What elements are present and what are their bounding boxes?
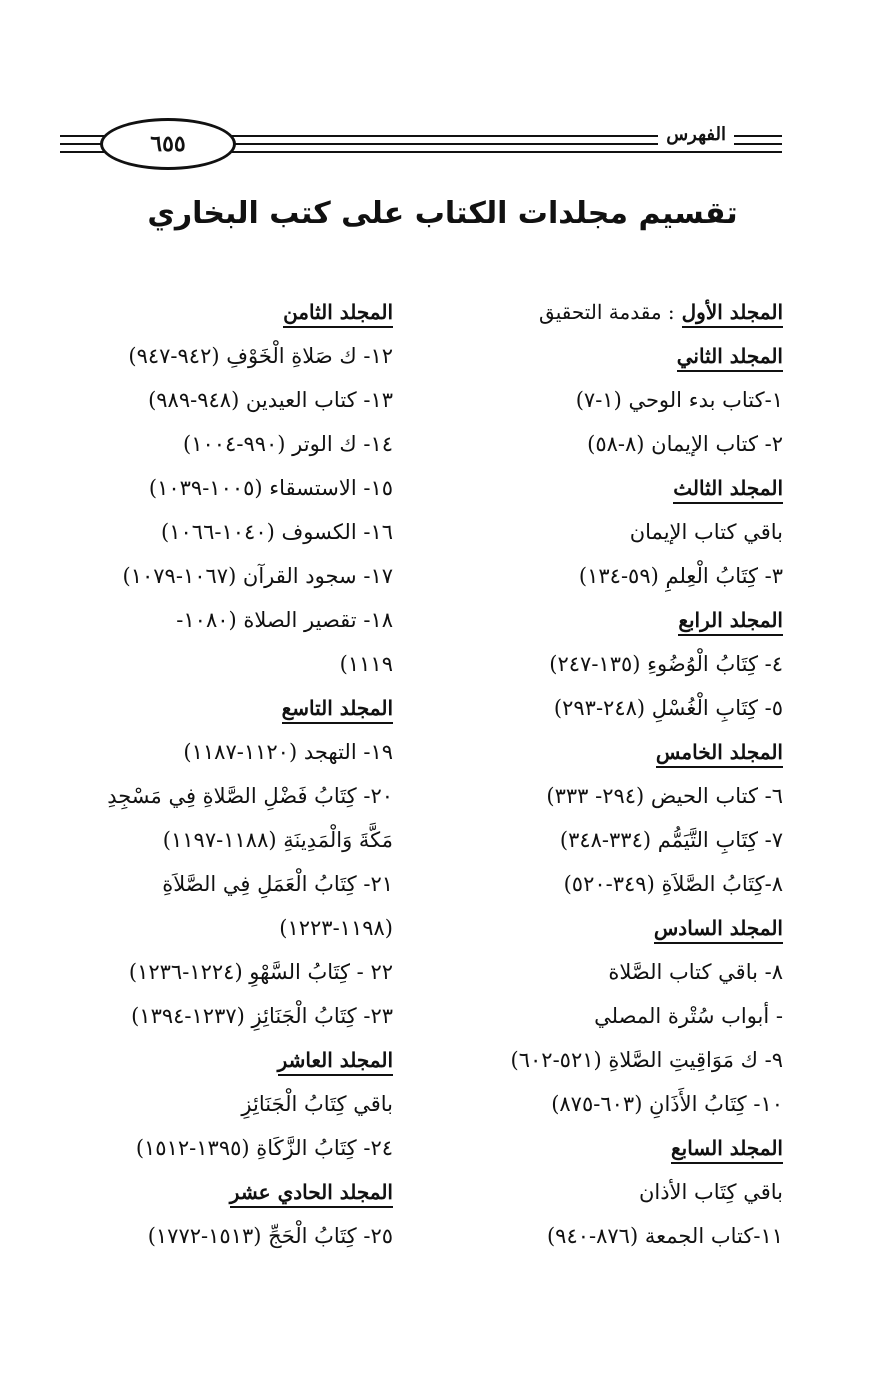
book-entry: ١٤- ك الوتر (٩٩٠-١٠٠٤) [183,432,393,456]
page-header [60,118,782,164]
book-entry: ١٨- تقصير الصلاة (١٠٨٠- [176,608,393,632]
book-entry-continuation: مَكَّةَ وَالْمَدِينَةِ (١١٨٨-١١٩٧) [162,828,393,852]
book-entry: ١-كتاب بدء الوحي (١-٧) [575,388,783,412]
book-entry: - أبواب سُتْرة المصلي [594,1004,783,1028]
book-entry: ٦- كتاب الحيض (٢٩٤- ٣٣٣) [546,784,783,808]
book-entry: ١١-كتاب الجمعة (٨٧٦-٩٤٠) [546,1224,783,1248]
book-entry: ٢١- كِتَابُ الْعَمَلِ فِي الصَّلاَةِ [162,872,393,896]
volume-heading: المجلد الثالث [453,466,783,510]
volume-heading: المجلد السادس [453,906,783,950]
book-entry: ١٠- كِتَابُ الأَذَانِ (٦٠٣-٨٧٥) [551,1092,783,1116]
volume-heading: المجلد السابع [453,1126,783,1170]
book-entry: ٥- كِتَابِ الْغُسْلِ (٢٤٨-٢٩٣) [553,696,783,720]
book-entry: ١٩- التهجد (١١٢٠-١١٨٧) [183,740,393,764]
book-entry: ١٦- الكسوف (١٠٤٠-١٠٦٦) [161,520,393,544]
volume-heading: المجلد الثاني [453,334,783,378]
book-entry-continuation: (١١٩٨-١٢٢٣) [279,916,393,940]
book-entry: باقي كِتَابُ الْجَنَائِزِ [241,1092,393,1116]
page-title: تقسيم مجلدات الكتاب على كتب البخاري [147,196,738,231]
volume-heading: المجلد الثامن [53,290,393,334]
volume-heading: المجلد الحادي عشر [53,1170,393,1214]
book-entry: ٢٣- كِتَابُ الْجَنَائِزِ (١٢٣٧-١٣٩٤) [131,1004,393,1028]
page-number: ٦٥٥ [100,118,236,170]
volume-heading: المجلد الأول : مقدمة التحقيق [453,290,783,334]
left-column [53,290,393,1258]
book-entry: ١٣- كتاب العيدين (٩٤٨-٩٨٩) [148,388,393,412]
book-entry: ١٥- الاستسقاء (١٠٠٥-١٠٣٩) [148,476,393,500]
book-entry: ٣- كِتَابُ الْعِلمِ (٥٩-١٣٤) [578,564,783,588]
book-entry: باقي كتاب الإيمان [629,520,783,544]
volume-heading: المجلد العاشر [53,1038,393,1082]
volume-heading: المجلد الخامس [453,730,783,774]
book-entry-continuation: ١١١٩) [339,652,393,676]
book-entry: ٧- كِتَابِ التَّيَمُّم (٣٣٤-٣٤٨) [559,828,783,852]
book-entry: ٢٥- كِتَابُ الْحَجِّ (١٥١٣-١٧٧٢) [147,1224,393,1248]
book-entry: ٢٢ - كِتَابُ السَّهْوِ (١٢٢٤-١٢٣٦) [128,960,393,984]
book-entry: ٢٤- كِتَابُ الزَّكَاةِ (١٣٩٥-١٥١٢) [135,1136,393,1160]
right-column [453,290,783,1258]
book-entry: ٩- ك مَوَاقِيتِ الصَّلاةِ (٥٢١-٦٠٢) [510,1048,783,1072]
header-label: الفهرس [658,124,734,145]
book-entry: ١٧- سجود القرآن (١٠٦٧-١٠٧٩) [122,564,393,588]
volume-heading: المجلد الرابع [453,598,783,642]
volume-heading: المجلد التاسع [53,686,393,730]
book-entry: ٢٠- كِتَابُ فَضْلِ الصَّلاةِ فِي مَسْجِدِ [107,784,393,808]
book-entry: ٤- كِتَابُ الْوُضُوءِ (١٣٥-٢٤٧) [549,652,783,676]
book-entry: باقي كِتَاب الأذان [638,1180,783,1204]
book-entry: ٨-كِتَابُ الصَّلاَةِ (٣٤٩-٥٢٠) [563,872,783,896]
book-entry: ٨- باقي كتاب الصَّلاة [608,960,783,984]
book-entry: ٢- كتاب الإيمان (٨-٥٨) [587,432,783,456]
book-entry: ١٢- ك صَلاةِ الْخَوْفِ (٩٤٢-٩٤٧) [128,344,393,368]
